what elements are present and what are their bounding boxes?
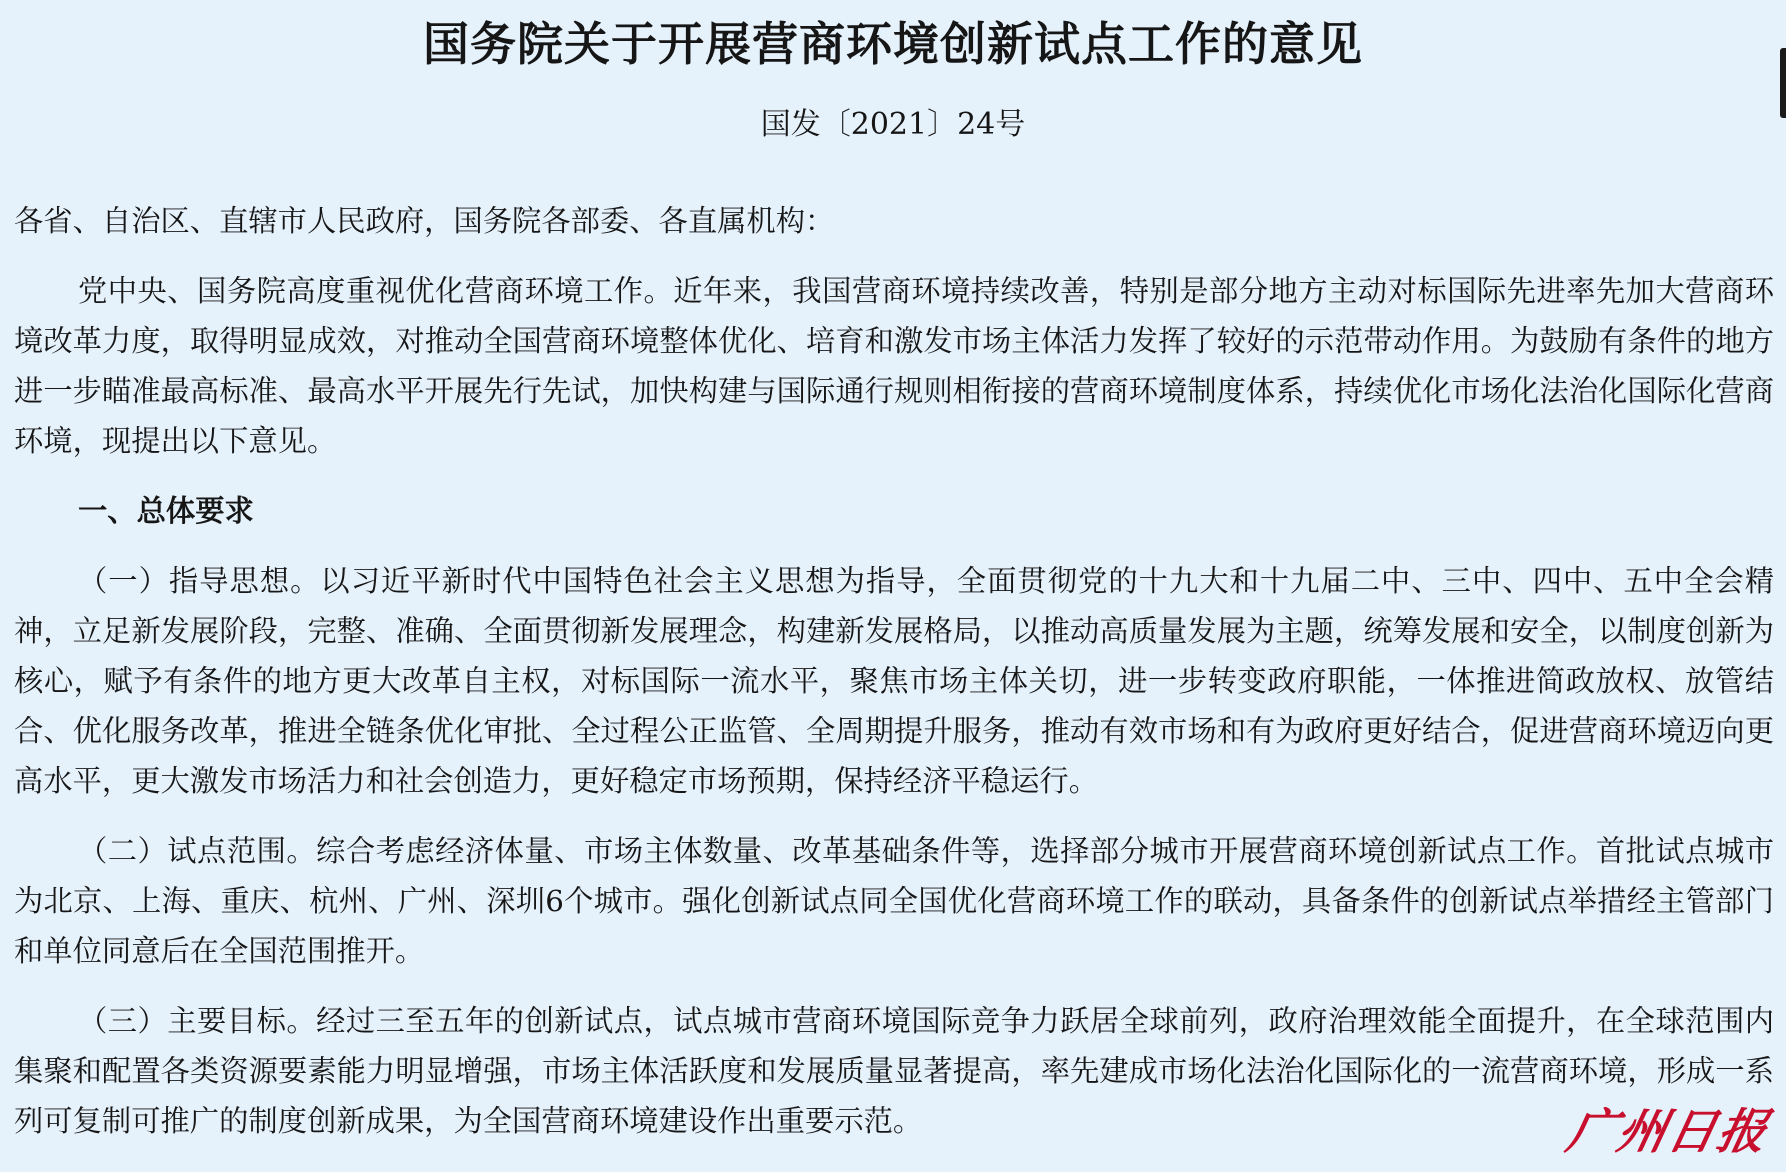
- paragraph-guiding-thought: （一）指导思想。以习近平新时代中国特色社会主义思想为指导，全面贯彻党的十九大和十九届二中、三中、四中、五中全会精神，立足新发展阶段，完整、准确、全面贯彻新发展理念，构建新发展格局，以推动高质量发展为主题，统筹发展和安全，以制度创新为核心，赋予有条件的地方更大改革自主权，对标国际一流水平，聚焦市场主体关切，进一步转变政府职能，一体推进简政放权、放管结合、优化服务改革，推进全链条优化审批、全过程公正监管、全周期提升服务，推动有效市场和有为政府更好结合，促进营商环境迈向更高水平，更大激发市场活力和社会创造力，更好稳定市场预期，保持经济平稳运行。: [14, 564, 1774, 798]
- paragraph-pilot-scope: （二）试点范围。综合考虑经济体量、市场主体数量、改革基础条件等，选择部分城市开展营商环境创新试点工作。首批试点城市为北京、上海、重庆、杭州、广州、深圳6个城市。强化创新试点同全国优化营商环境工作的联动，具备条件的创新试点举措经主管部门和单位同意后在全国范围推开。: [14, 834, 1774, 968]
- document-body: [14, 196, 1774, 1166]
- intro-paragraph: 党中央、国务院高度重视优化营商环境工作。近年来，我国营商环境持续改善，特别是部分地方主动对标国际先进率先加大营商环境改革力度，取得明显成效，对推动全国营商环境整体优化、培育和激发市场主体活力发挥了较好的示范带动作用。为鼓励有条件的地方进一步瞄准最高标准、最高水平开展先行先试，加快构建与国际通行规则相衔接的营商环境制度体系，持续优化市场化法治化国际化营商环境，现提出以下意见。: [14, 274, 1774, 458]
- document-number: 国发〔2021〕24号: [760, 107, 1026, 142]
- newspaper-logo-watermark: 广州日报: [1562, 1104, 1774, 1160]
- salutation: 各省、自治区、直辖市人民政府，国务院各部委、各直属机构：: [14, 204, 835, 238]
- paragraph-main-goals: （三）主要目标。经过三至五年的创新试点，试点城市营商环境国际竞争力跃居全球前列，政府治理效能全面提升，在全球范围内集聚和配置各类资源要素能力明显增强，市场主体活跃度和发展质量显著提高，率先建成市场化法治化国际化的一流营商环境，形成一系列可复制可推广的制度创新成果，为全国营商环境建设作出重要示范。: [14, 1004, 1774, 1138]
- section-heading: 一、总体要求: [78, 493, 254, 528]
- document-title: 国务院关于开展营商环境创新试点工作的意见: [423, 17, 1363, 71]
